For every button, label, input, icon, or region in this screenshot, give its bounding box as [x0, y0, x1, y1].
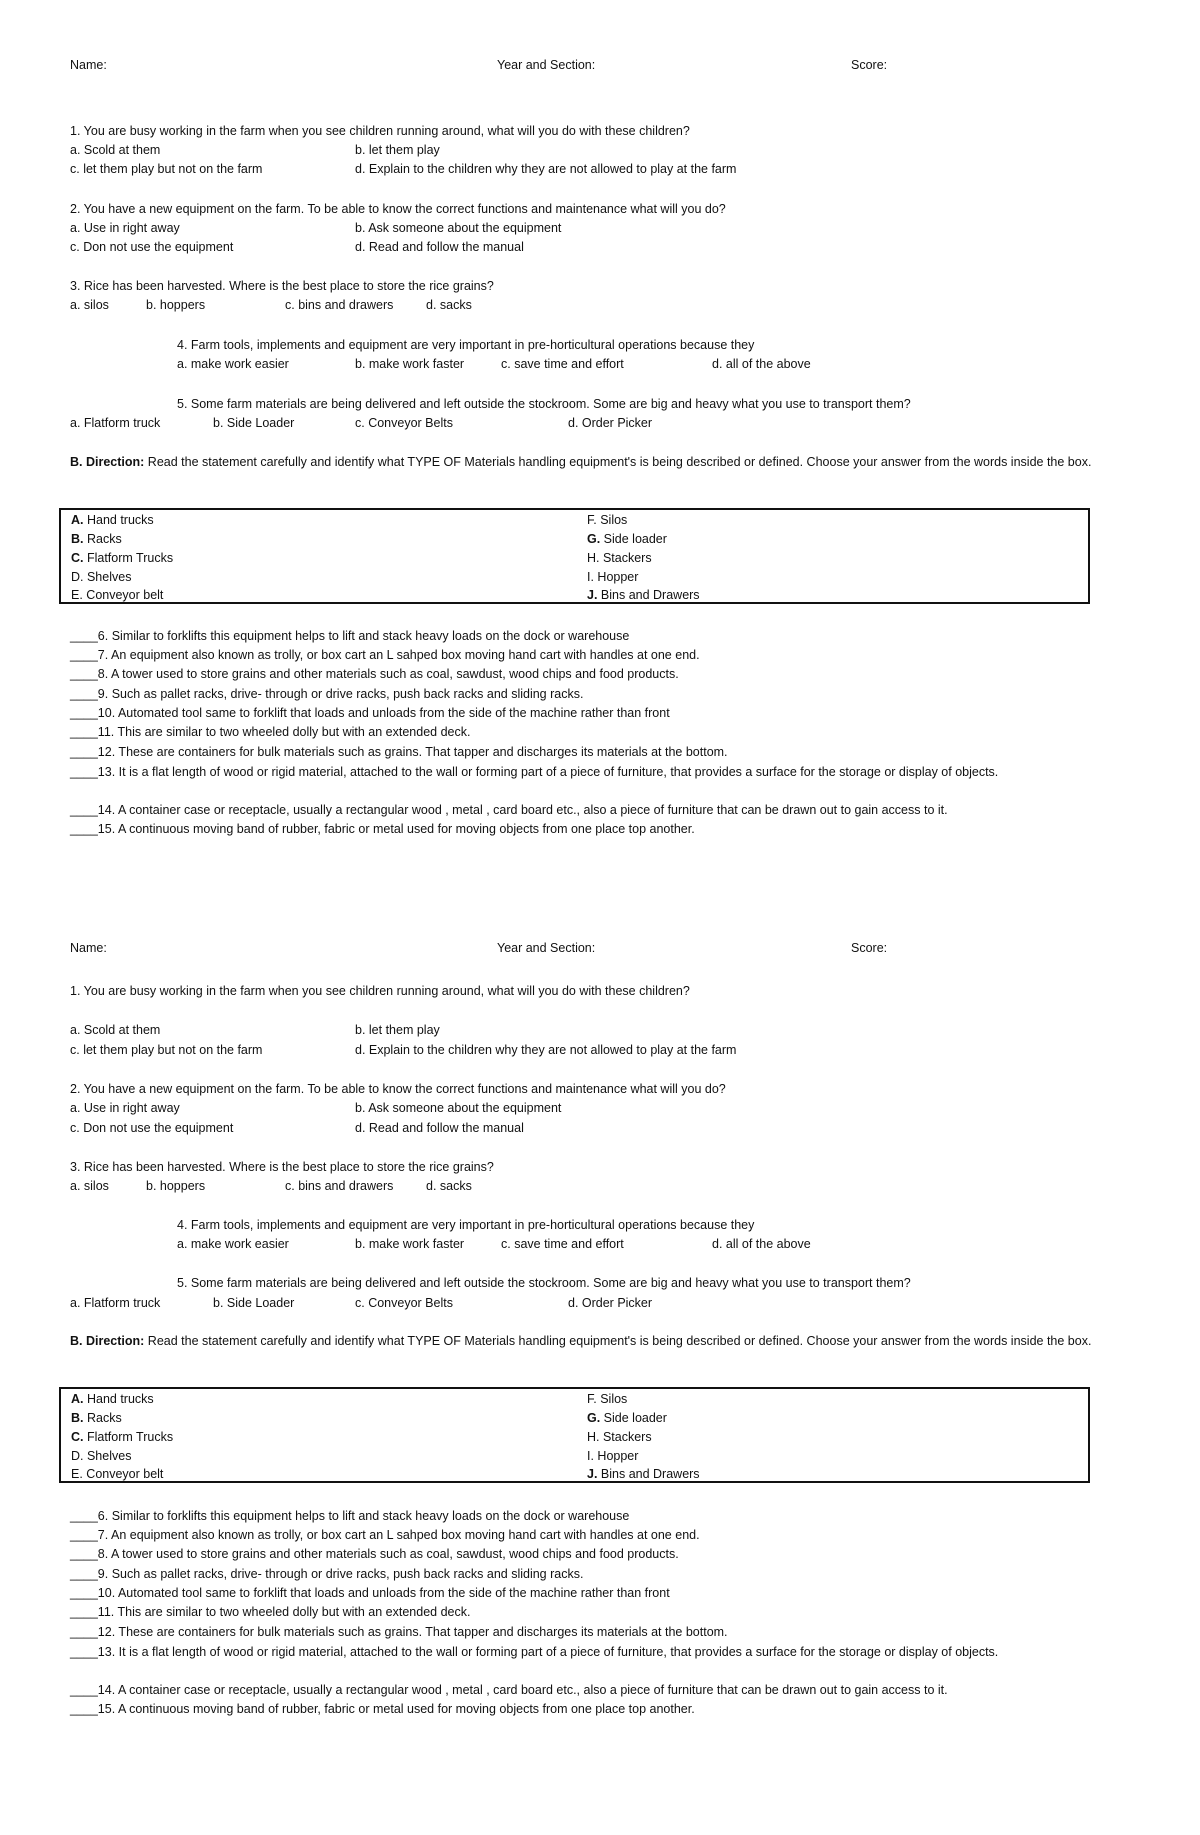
choice-f: F. Silos	[587, 513, 628, 527]
year-section-label: Year and Section:	[497, 941, 596, 955]
item-14: ____14. A container case or receptacle, usually a rectangular wood , metal , card board etc., also a piece of furniture that can be drawn out to gain access to it.	[70, 803, 948, 817]
q4-option-d: d. all of the above	[712, 357, 811, 371]
choices-box	[59, 1387, 1090, 1483]
choice-a: A. Hand trucks	[71, 1392, 154, 1406]
item-15: ____15. A continuous moving band of rubber, fabric or metal used for moving objects from one place top another.	[70, 1702, 695, 1716]
item-12: ____12. These are containers for bulk materials such as grains. That tapper and discharges its materials at the bottom.	[70, 1625, 728, 1639]
year-section-label: Year and Section:	[497, 58, 596, 72]
question-4: 4. Farm tools, implements and equipment are very important in pre-horticultural operations because they	[177, 1218, 755, 1232]
choice-d: D. Shelves	[71, 570, 132, 584]
q4-option-c: c. save time and effort	[501, 357, 624, 371]
choice-f: F. Silos	[587, 1392, 628, 1406]
q5-option-a: a. Flatform truck	[70, 1296, 161, 1310]
item-9: ____9. Such as pallet racks, drive- through or drive racks, push back racks and sliding racks.	[70, 1567, 584, 1581]
q3-option-a: a. silos	[70, 1179, 109, 1193]
choice-e: E. Conveyor belt	[71, 1467, 164, 1481]
question-3: 3. Rice has been harvested. Where is the best place to store the rice grains?	[70, 1160, 494, 1174]
question-1: 1. You are busy working in the farm when you see children running around, what will you do with these children?	[70, 124, 690, 138]
q3-option-d: d. sacks	[426, 1179, 472, 1193]
q1-option-b: b. let them play	[355, 143, 440, 157]
question-4: 4. Farm tools, implements and equipment are very important in pre-horticultural operations because they	[177, 338, 755, 352]
item-12: ____12. These are containers for bulk materials such as grains. That tapper and discharges its materials at the bottom.	[70, 745, 728, 759]
name-label: Name:	[70, 58, 107, 72]
q4-option-b: b. make work faster	[355, 1237, 465, 1251]
q5-option-d: d. Order Picker	[568, 1296, 653, 1310]
q1-option-d: d. Explain to the children why they are not allowed to play at the farm	[355, 162, 737, 176]
item-10: ____10. Automated tool same to forklift that loads and unloads from the side of the machine rather than front	[70, 706, 670, 720]
item-9: ____9. Such as pallet racks, drive- through or drive racks, push back racks and sliding racks.	[70, 687, 584, 701]
q1-option-b: b. let them play	[355, 1023, 440, 1037]
question-5: 5. Some farm materials are being delivered and left outside the stockroom. Some are big and heavy what you use to transport them?	[177, 397, 911, 411]
q4-option-a: a. make work easier	[177, 1237, 289, 1251]
q5-option-a: a. Flatform truck	[70, 416, 161, 430]
q5-option-b: b. Side Loader	[213, 416, 295, 430]
score-label: Score:	[851, 58, 888, 72]
q5-option-d: d. Order Picker	[568, 416, 653, 430]
item-7: ____7. An equipment also known as trolly, or box cart an L sahped box moving hand cart with handles at one end.	[70, 1528, 700, 1542]
q2-option-d: d. Read and follow the manual	[355, 1121, 524, 1135]
item-8: ____8. A tower used to store grains and other materials such as coal, sawdust, wood chips and food products.	[70, 667, 679, 681]
q2-option-b: b. Ask someone about the equipment	[355, 1101, 562, 1115]
item-15: ____15. A continuous moving band of rubber, fabric or metal used for moving objects from one place top another.	[70, 822, 695, 836]
question-1: 1. You are busy working in the farm when you see children running around, what will you do with these children?	[70, 984, 690, 998]
choice-c: C. Flatform Trucks	[71, 1430, 174, 1444]
item-7: ____7. An equipment also known as trolly, or box cart an L sahped box moving hand cart with handles at one end.	[70, 648, 700, 662]
q1-option-a: a. Scold at them	[70, 143, 161, 157]
item-13: ____13. It is a flat length of wood or rigid material, attached to the wall or forming part of a piece of furniture, that provides a surface for the storage or display of objects.	[70, 1645, 999, 1659]
item-14: ____14. A container case or receptacle, usually a rectangular wood , metal , card board etc., also a piece of furniture that can be drawn out to gain access to it.	[70, 1683, 948, 1697]
item-11: ____11. This are similar to two wheeled dolly but with an extended deck.	[70, 1605, 471, 1619]
choice-h: H. Stackers	[587, 551, 652, 565]
choice-h: H. Stackers	[587, 1430, 652, 1444]
q4-option-d: d. all of the above	[712, 1237, 811, 1251]
choice-b: B. Racks	[71, 1411, 122, 1425]
choice-d: D. Shelves	[71, 1449, 132, 1463]
choice-a: A. Hand trucks	[71, 513, 154, 527]
direction-text: Read the statement carefully and identify what TYPE OF Materials handling equipment's is being described or defined. Choose your answer from the words inside the box.	[144, 1334, 1092, 1348]
item-10: ____10. Automated tool same to forklift that loads and unloads from the side of the machine rather than front	[70, 1586, 670, 1600]
choice-g: G. Side loader	[587, 1411, 667, 1425]
choice-i: I. Hopper	[587, 570, 639, 584]
q3-option-b: b. hoppers	[146, 298, 206, 312]
q1-option-a: a. Scold at them	[70, 1023, 161, 1037]
question-2: 2. You have a new equipment on the farm. To be able to know the correct functions and maintenance what will you do?	[70, 202, 726, 216]
q4-option-a: a. make work easier	[177, 357, 289, 371]
q1-option-c: c. let them play but not on the farm	[70, 162, 263, 176]
question-2: 2. You have a new equipment on the farm. To be able to know the correct functions and maintenance what will you do?	[70, 1082, 726, 1096]
direction-paragraph	[70, 1332, 1105, 1351]
q2-option-d: d. Read and follow the manual	[355, 240, 524, 254]
choice-g: G. Side loader	[587, 532, 667, 546]
direction-label: B. Direction:	[70, 1334, 145, 1348]
q2-option-a: a. Use in right away	[70, 1101, 180, 1115]
q5-option-c: c. Conveyor Belts	[355, 416, 453, 430]
q3-option-c: c. bins and drawers	[285, 298, 394, 312]
q3-option-d: d. sacks	[426, 298, 472, 312]
choice-c: C. Flatform Trucks	[71, 551, 174, 565]
direction-text: Read the statement carefully and identify what TYPE OF Materials handling equipment's is being described or defined. Choose your answer from the words inside the box.	[144, 455, 1092, 469]
question-3: 3. Rice has been harvested. Where is the best place to store the rice grains?	[70, 279, 494, 293]
choice-j: J. Bins and Drawers	[587, 588, 700, 602]
q3-option-c: c. bins and drawers	[285, 1179, 394, 1193]
direction-label: B. Direction:	[70, 455, 145, 469]
q4-option-b: b. make work faster	[355, 357, 465, 371]
q5-option-c: c. Conveyor Belts	[355, 1296, 453, 1310]
choice-b: B. Racks	[71, 532, 122, 546]
q1-option-c: c. let them play but not on the farm	[70, 1043, 263, 1057]
question-5: 5. Some farm materials are being delivered and left outside the stockroom. Some are big and heavy what you use to transport them?	[177, 1276, 911, 1290]
item-13: ____13. It is a flat length of wood or rigid material, attached to the wall or forming part of a piece of furniture, that provides a surface for the storage or display of objects.	[70, 765, 999, 779]
score-label: Score:	[851, 941, 888, 955]
q4-option-c: c. save time and effort	[501, 1237, 624, 1251]
choice-e: E. Conveyor belt	[71, 588, 164, 602]
q1-option-d: d. Explain to the children why they are not allowed to play at the farm	[355, 1043, 737, 1057]
item-8: ____8. A tower used to store grains and other materials such as coal, sawdust, wood chips and food products.	[70, 1547, 679, 1561]
name-label: Name:	[70, 941, 107, 955]
q3-option-b: b. hoppers	[146, 1179, 206, 1193]
item-11: ____11. This are similar to two wheeled dolly but with an extended deck.	[70, 725, 471, 739]
item-6: ____6. Similar to forklifts this equipment helps to lift and stack heavy loads on the dock or warehouse	[70, 629, 630, 643]
q5-option-b: b. Side Loader	[213, 1296, 295, 1310]
q2-option-a: a. Use in right away	[70, 221, 180, 235]
q2-option-b: b. Ask someone about the equipment	[355, 221, 562, 235]
choice-i: I. Hopper	[587, 1449, 639, 1463]
q2-option-c: c. Don not use the equipment	[70, 1121, 234, 1135]
q3-option-a: a. silos	[70, 298, 109, 312]
q2-option-c: c. Don not use the equipment	[70, 240, 234, 254]
choice-j: J. Bins and Drawers	[587, 1467, 700, 1481]
item-6: ____6. Similar to forklifts this equipment helps to lift and stack heavy loads on the dock or warehouse	[70, 1509, 630, 1523]
